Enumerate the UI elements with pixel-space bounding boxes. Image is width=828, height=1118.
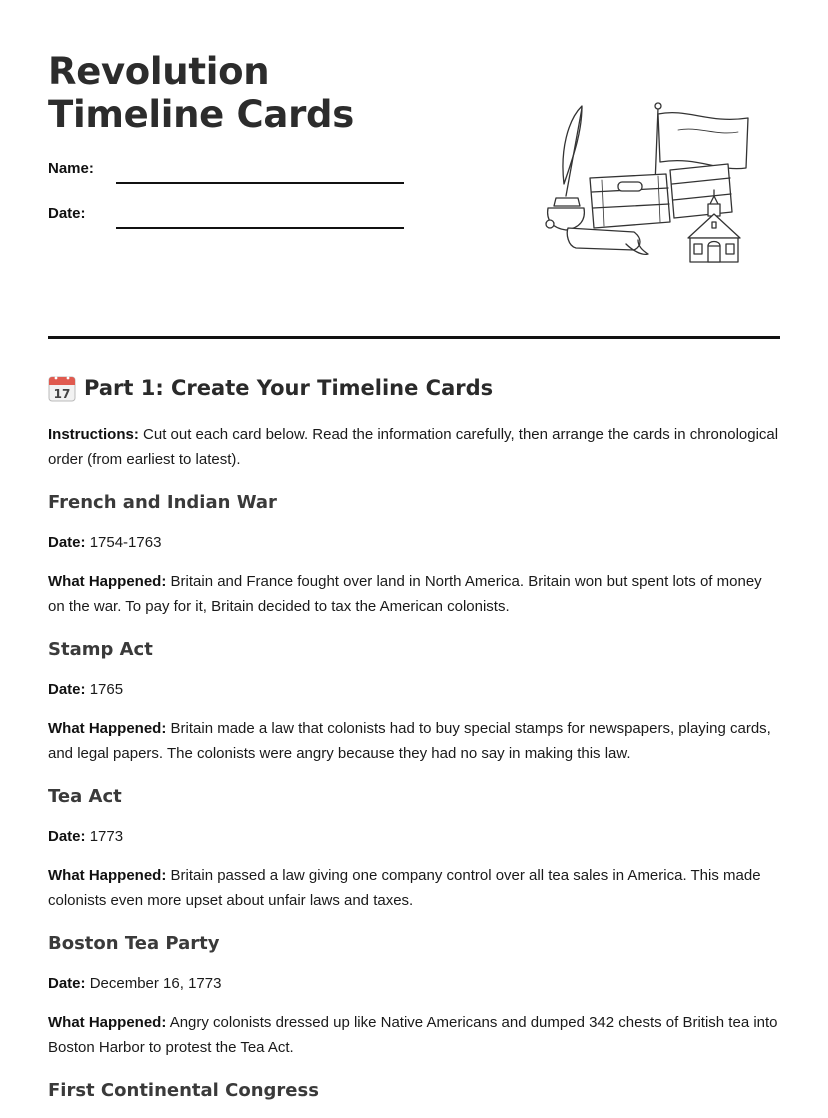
card-what-text: Britain passed a law giving one company control over all tea sales in America. This made colonists even more upset about unfair laws and taxes. <box>48 867 761 909</box>
timeline-card <box>48 931 780 1060</box>
card-date-label: Date: <box>48 534 86 551</box>
card-title: French and Indian War <box>48 492 277 513</box>
name-write-line <box>116 182 404 184</box>
card-date <box>48 971 780 996</box>
calendar-icon <box>48 374 76 402</box>
card-title: Tea Act <box>48 786 122 807</box>
card-date-value: December 16, 1773 <box>89 975 222 992</box>
card-title: Boston Tea Party <box>48 933 220 954</box>
date-label: Date: <box>48 205 86 222</box>
card-what-label: What Happened: <box>48 1014 167 1031</box>
card-what <box>48 1010 780 1060</box>
card-what-label: What Happened: <box>48 573 167 590</box>
card-date <box>48 530 780 555</box>
card-title: Stamp Act <box>48 639 153 660</box>
instructions-text: Cut out each card below. Read the information carefully, then arrange the cards in chronological order (from earliest to latest). <box>48 426 779 468</box>
calendar-day: 17 <box>53 387 71 401</box>
card-what-text: Britain and France fought over land in North America. Britain won but spent lots of money on the war. To pay for it, Britain decided to tax the American colonists. <box>48 573 762 615</box>
part1-heading <box>48 374 493 402</box>
card-what-label: What Happened: <box>48 720 167 737</box>
card-title: First Continental Congress <box>48 1080 319 1101</box>
card-what <box>48 863 780 913</box>
name-field <box>48 160 408 190</box>
revolution-illustration <box>538 100 758 268</box>
card-date-label: Date: <box>48 975 86 992</box>
timeline-card <box>48 637 780 766</box>
date-field <box>48 205 408 235</box>
card-date-value: 1765 <box>89 681 124 698</box>
page-title: Revolution Timeline Cards <box>48 50 354 136</box>
section-divider <box>48 336 780 339</box>
card-date <box>48 677 780 702</box>
card-date-label: Date: <box>48 828 86 845</box>
card-what-text: Britain made a law that colonists had to buy special stamps for newspapers, playing cards, and legal papers. The colonists were angry because they had no say in making this law. <box>48 720 771 762</box>
card-what-text: Angry colonists dressed up like Native Americans and dumped 342 chests of British tea into Boston Harbor to protest the Tea Act. <box>48 1014 778 1056</box>
timeline-card <box>48 784 780 913</box>
card-date <box>48 824 780 849</box>
card-what <box>48 716 780 766</box>
part1-content <box>48 422 780 1118</box>
date-write-line <box>116 227 404 229</box>
card-date-label: Date: <box>48 681 86 698</box>
card-what <box>48 569 780 619</box>
instructions-label: Instructions: <box>48 426 139 443</box>
card-what-label: What Happened: <box>48 867 167 884</box>
timeline-card <box>48 490 780 619</box>
card-date-value: 1754-1763 <box>89 534 162 551</box>
card-date-value: 1773 <box>89 828 124 845</box>
name-label: Name: <box>48 160 94 177</box>
part1-title: Part 1: Create Your Timeline Cards <box>84 376 494 400</box>
instructions <box>48 422 780 472</box>
timeline-card <box>48 1078 780 1104</box>
